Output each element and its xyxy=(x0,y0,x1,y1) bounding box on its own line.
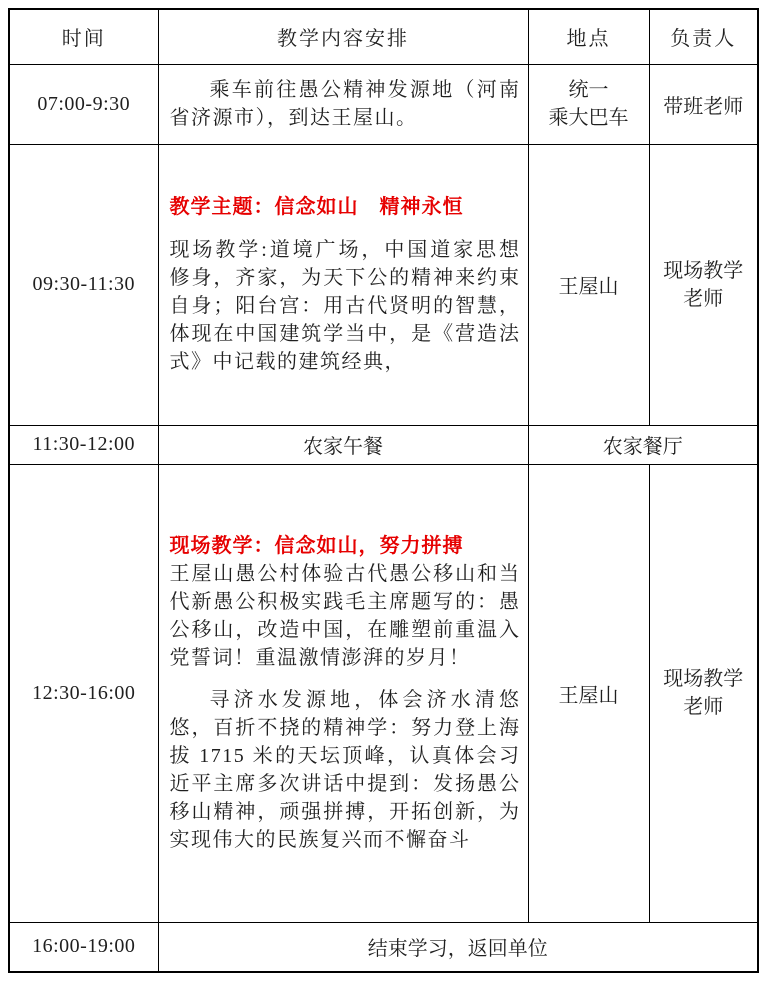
content-paragraph: 王屋山愚公村体验古代愚公移山和当代新愚公积极实践毛主席题写的：愚公移山，改造中国，在雕塑前重温入党誓词！重温激情澎湃的岁月！ xyxy=(169,563,521,669)
cell-time: 09:30-11:30 xyxy=(9,144,158,425)
leader-text xyxy=(650,257,758,313)
header-time: 时间 xyxy=(9,9,158,64)
cell-time: 11:30-12:00 xyxy=(9,425,158,464)
leader-text xyxy=(650,665,758,721)
cell-time: 12:30-16:00 xyxy=(9,464,158,922)
header-leader: 负责人 xyxy=(649,9,758,64)
schedule-table xyxy=(8,8,759,973)
header-location: 地点 xyxy=(528,9,649,64)
table-row-return xyxy=(9,922,758,972)
location-line: 统一 xyxy=(568,79,609,101)
header-content: 教学内容安排 xyxy=(158,9,528,64)
leader-line: 现场教学 xyxy=(663,259,744,282)
cell-content xyxy=(158,64,528,144)
cell-content xyxy=(158,144,528,425)
cell-leader xyxy=(649,144,758,425)
cell-location: 王屋山 xyxy=(528,144,649,425)
cell-time: 07:00-9:30 xyxy=(9,64,158,144)
cell-time: 16:00-19:00 xyxy=(9,922,158,972)
content-paragraph: 乘车前往愚公精神发源地（河南省济源市），到达王屋山。 xyxy=(169,79,521,129)
table-header-row xyxy=(9,9,758,64)
content-paragraph: 寻济水发源地，体会济水清悠悠，百折不挠的精神学：努力登上海拔 1715 米的天坛顶峰，认真体会习近平主席多次讲话中提到：发扬愚公移山精神，顽强拼搏，开拓创新，为实现伟大的民族复兴而不懈奋斗 xyxy=(169,689,521,851)
cell-location-merged: 农家餐厅 xyxy=(528,425,758,464)
leader-line: 老师 xyxy=(683,696,724,718)
cell-leader: 带班老师 xyxy=(649,64,758,144)
cell-content xyxy=(158,464,528,922)
teaching-theme-heading: 教学主题：信念如山 精神永恒 xyxy=(169,196,464,218)
content-paragraph: 现场教学:道境广场，中国道家思想修身，齐家，为天下公的精神来约束自身；阳台宫：用古代贤明的智慧，体现在中国建筑学当中，是《营造法式》中记载的建筑经典， xyxy=(169,239,521,373)
cell-content: 农家午餐 xyxy=(158,425,528,464)
location-line: 乘大巴车 xyxy=(548,107,629,129)
table-row-bus xyxy=(9,64,758,144)
leader-line: 老师 xyxy=(683,287,724,310)
cell-content-merged: 结束学习，返回单位 xyxy=(158,922,758,972)
location-text xyxy=(529,76,649,132)
leader-line: 现场教学 xyxy=(663,668,744,690)
table-row-morning-teaching xyxy=(9,144,758,425)
cell-location xyxy=(528,64,649,144)
cell-leader xyxy=(649,464,758,922)
cell-location: 王屋山 xyxy=(528,464,649,922)
table-row-afternoon-teaching xyxy=(9,464,758,922)
table-row-lunch xyxy=(9,425,758,464)
field-teaching-heading: 现场教学：信念如山，努力拼搏 xyxy=(169,535,464,557)
